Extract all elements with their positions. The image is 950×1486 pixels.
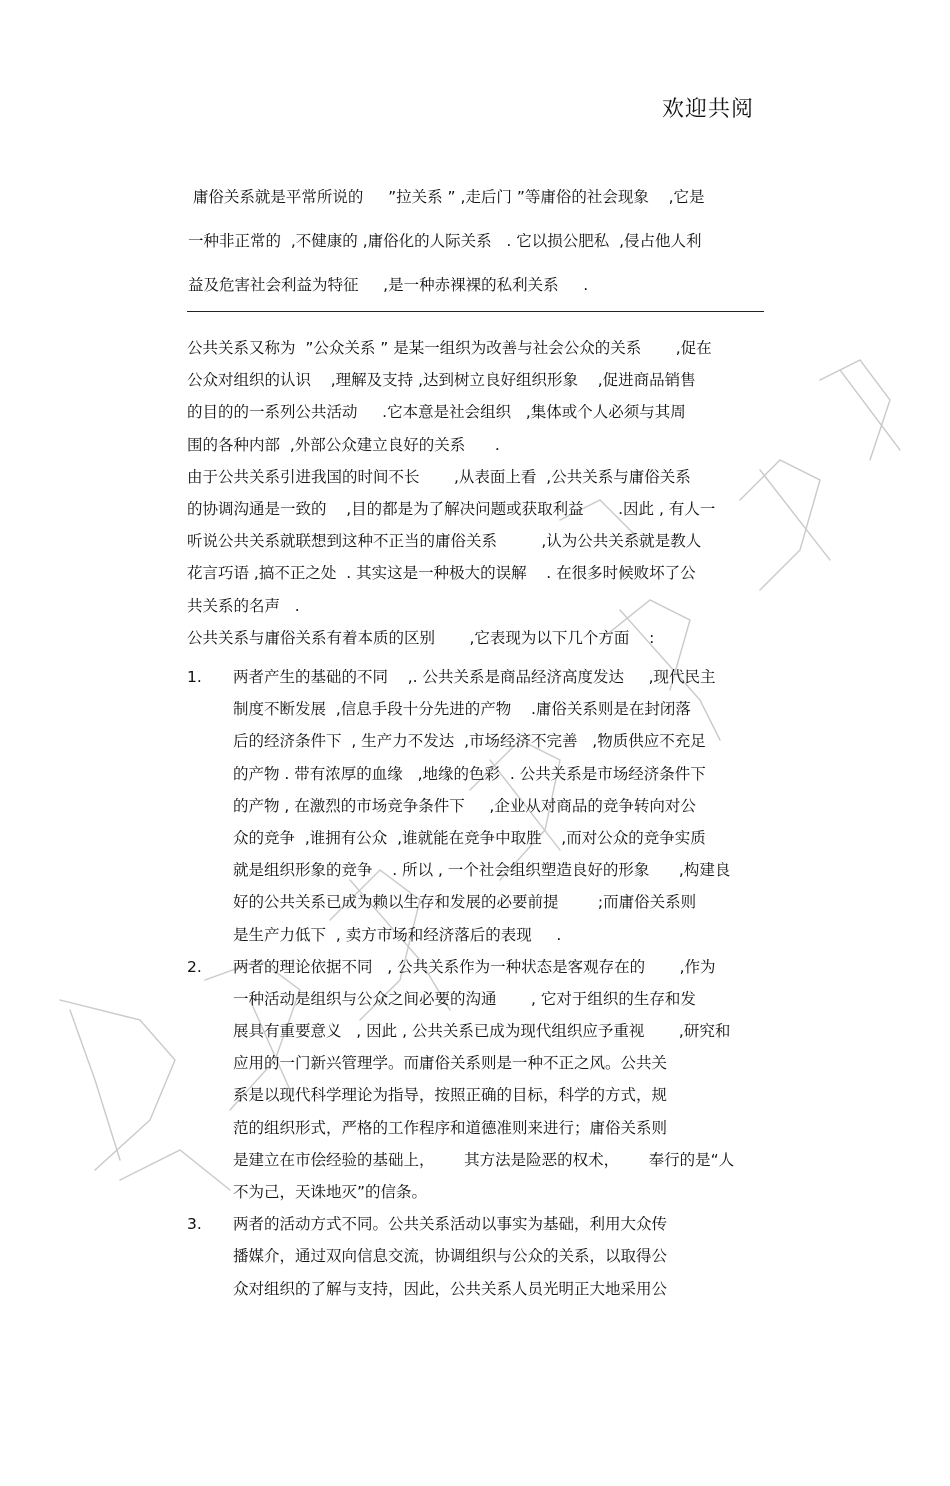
- text-line: 播媒介，通过双向信息交流，协调组织与公众的关系，以取得公: [233, 1247, 668, 1266]
- text-line: 不为己，天诛地灭”的信条。: [233, 1183, 428, 1201]
- list-item: [187, 955, 767, 1213]
- horizontal-divider: [187, 311, 764, 312]
- text-line: 的目的的一系列公共活动 .它本意是社会组织 ,集体或个人必须与其周: [187, 403, 686, 422]
- text-line: 是生产力低下 , 卖方市场和经济落后的表现 .: [233, 925, 562, 944]
- text-line: 的产物 , 在激烈的市场竞争条件下 ,企业从对商品的竞争转向对公: [233, 796, 696, 815]
- text-line: 的协调沟通是一致的 ,目的都是为了解决问题或获取利益 .因此 , 有人一: [187, 499, 716, 518]
- text-line: 两者的理论依据不同 , 公共关系作为一种状态是客观存在的 ,作为: [233, 957, 716, 976]
- text-line: 一种非正常的 ,不健康的 ,庸俗化的人际关系 . 它以损公肥私 ,侵占他人利: [188, 232, 702, 250]
- text-line: 系是以现代科学理论为指导，按照正确的目标，科学的方式，规: [233, 1086, 668, 1105]
- text-line: 共关系的名声 .: [187, 596, 300, 615]
- text-line: 应用的一门新兴管理学。而庸俗关系则是一种不正之风。公共关: [233, 1054, 668, 1073]
- text-line: 的产物 . 带有浓厚的血缘 ,地缘的色彩 . 公共关系是市场经济条件下: [233, 764, 706, 783]
- list-number: 1.: [187, 668, 202, 686]
- text-line: 两者产生的基础的不同 ,. 公共关系是商品经济高度发达 ,现代民主: [233, 668, 716, 686]
- text-line: 众的竞争 ,谁拥有公众 ,谁就能在竞争中取胜 ,而对公众的竞争实质: [233, 828, 706, 847]
- text-line: 后的经济条件下 , 生产力不发达 ,市场经济不完善 ,物质供应不充足: [233, 732, 706, 751]
- list-number: 2.: [187, 957, 202, 976]
- numbered-list: [187, 665, 767, 1309]
- page-header-title: 欢迎共阅: [661, 97, 754, 122]
- text-line: 范的组织形式，严格的工作程序和道德准则来进行；庸俗关系则: [233, 1118, 668, 1137]
- intro-paragraph: [188, 186, 768, 318]
- text-line: 公众对组织的认识 ,理解及支持 ,达到树立良好组织形象 ,促进商品销售: [187, 371, 696, 390]
- text-line: 益及危害社会利益为特征 ,是一种赤裸裸的私利关系 .: [188, 276, 589, 294]
- text-line: 庸俗关系就是平常所说的 ”拉关系 ” ,走后门 ”等庸俗的社会现象 ,它是: [188, 188, 705, 206]
- text-line: 两者的活动方式不同。公共关系活动以事实为基础，利用大众传: [233, 1215, 668, 1234]
- list-item: [187, 1212, 767, 1309]
- text-line: 听说公共关系就联想到这种不正当的庸俗关系 ,认为公共关系就是教人: [187, 532, 702, 551]
- list-item: [187, 665, 767, 955]
- text-line: 花言巧语 ,搞不正之处 . 其实这是一种极大的误解 . 在很多时候败坏了公: [187, 564, 696, 583]
- text-line: 由于公共关系引进我国的时间不长 ,从表面上看 ,公共关系与庸俗关系: [187, 467, 691, 486]
- text-line: 公共关系与庸俗关系有着本质的区别 ,它表现为以下几个方面 :: [187, 628, 655, 647]
- text-line: 展具有重要意义 , 因此 , 公共关系已成为现代组织应予重视 ,研究和: [233, 1022, 731, 1041]
- text-line: 围的各种内部 ,外部公众建立良好的关系 .: [187, 435, 500, 454]
- text-line: 是建立在市侩经验的基础上， 其方法是险恶的权术， 奉行的是“人: [233, 1150, 735, 1169]
- text-line: 一种活动是组织与公众之间必要的沟通 , 它对于组织的生存和发: [233, 989, 696, 1008]
- text-line: 就是组织形象的竞争 . 所以 , 一个社会组织塑造良好的形象 ,构建良: [233, 861, 731, 880]
- text-line: 好的公共关系已成为赖以生存和发展的必要前提 ;而庸俗关系则: [233, 893, 697, 912]
- body-paragraphs: [187, 336, 767, 658]
- text-line: 众对组织的了解与支持，因此，公共关系人员光明正大地采用公: [233, 1279, 668, 1298]
- text-line: 公共关系又称为 ”公众关系 ” 是某一组织为改善与社会公众的关系 ,促在: [187, 339, 712, 357]
- list-number: 3.: [187, 1215, 202, 1234]
- text-line: 制度不断发展 ,信息手段十分先进的产物 .庸俗关系则是在封闭落: [233, 700, 691, 719]
